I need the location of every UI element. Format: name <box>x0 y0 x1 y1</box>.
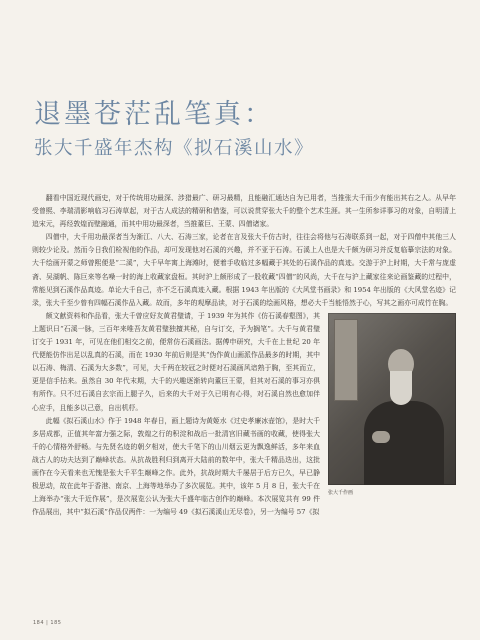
photo-caption: 张大千作画 <box>328 489 354 496</box>
paragraph-3: 颇文献资料和作品看，张大千曾应好友黄君璧请，于 1939 年为其作《仿石溪春壑图》，其上题识曰“石溪一脉，三百年来唯吾友黄君璧独擅其秘，自与订交，予为搁笔”。大千与黄君璧订交于 1931 年，可见在他们相交之前，便常仿石溪画法。据傅申研究，大千在上世纪 20 年代便能仿作出足以乱真的石溪，而在 1930 年前后则是其“伪作黄山画派作品最多的时期，其中以石涛、梅清、石溪为大多数”，可见，大千两在较冠之时便对石溪画风谙熟于胸，至其而立，更是信手拈来。虽然自 30 年代末期，大千的兴趣逐渐转向董巨王蒙，但其对石溪的事习亦俱有所作。只不过石溪自玄宗而上腿子久，后来的大千对于久已明有心得，对石溪自然也愈加伴心应手，且能多以己意，自出机杼。 <box>32 311 320 412</box>
article-subtitle: 张大千盛年杰构《拟石溪山水》 <box>34 138 315 159</box>
figure-robe-shape <box>364 401 444 485</box>
paragraph-1: 翻看中国近现代画史，对于传统用功最深、涉猎最广、研习最精，且能融汇通达自为已用者，当推张大千而少有能出其右之人。从早年受曾熙、李瑞清影响临习石涛草起，对于古人成法的精研和借鉴，可以说贯穿张大千的整个艺术生涯。其一生所参详事习的对象，自明清上追宋元，再经敦煌而壁融通，而其中用功最深者，当推董巨、王蒙、四僧诸家。 <box>32 194 456 229</box>
figure-beard-shape <box>390 371 412 405</box>
artist-photo <box>328 313 456 485</box>
page-number: 184 | 185 <box>33 620 62 626</box>
article-title: 退墨苍茫乱笔真： <box>34 99 274 130</box>
article-body <box>32 192 456 519</box>
hanging-scroll-shape <box>334 319 358 401</box>
figure-hand-shape <box>372 431 390 443</box>
paragraph-2: 四僧中，大千用功最深者当为渐江、八大、石涛三家，论者在言及张大千仿古时，往往会将他与石涛联系到一起，对于四僧中其他三人则较少论及。然而今日我们检视他的作品，却可发现他对石溪的兴趣，并不亚于石涛。石溪上人也是大千颇为研习并反复临摹宗法的对象。大千绘画开蒙之师曾熙便是“二溪”，大千早年寓上海滩时，便着手收临过多幅藏于其处的石溪作品的真迹。交游于沪上时期，大千常与庞虚斋、吴湖帆、陈巨来等名噪一时的海上收藏家盘桓。其时沪上颇形成了一股收藏“四僧”的风尚，大千在与沪上藏家往来论画鉴藏的过程中，常能见到石溪作品真迹。单论大千自己，亦不乏石溪真迹入藏。根据 1943 年出版的《大风堂书画录》和 1954 年出版的《大风堂名迹》记录，张大千至少曾有四幅石溪作品入藏。故而，多年的观摩品读，对于石溪的绘画风格，想必大千当能悟然于心，写其之画亦可成竹在胸。 <box>32 233 456 307</box>
paragraph-4: 此幅《拟石溪山水》作于 1948 年春日，画上题诗为黄姬水《过史孝廉冰壶馆》，是时大千多居成都，正值其年富力强之际，敦煌之行的积淀和战后一批清宫旧藏书画的收藏，使得张大千的心情格外舒畅。与先贤名迹的朝夕相对，使大千笔下的山川烟云更为飘逸鲜活，多年来血战古人的功夫达到了巅峰状态。从抗战胜利归到离开大陆前的数年中，张大千精品迭出，这批画作在今天看来也无愧是张大千平生巅峰之作。此外，抗战时期大千屡居于后方已久，早已静极思动，故在此年于香港、南京、上海等地举办了多次展览。其中，该年 5 月 8 日，张大千在上海举办“张大千近作展”，是次展览公认为张大千盛年临古创作的巅峰。本次展览共有 99 件作品展出，其中“拟石溪”作品仅两件：一为编号 49《拟石溪溪山无尽卷》，另一为编号 57《拟 <box>32 416 320 517</box>
